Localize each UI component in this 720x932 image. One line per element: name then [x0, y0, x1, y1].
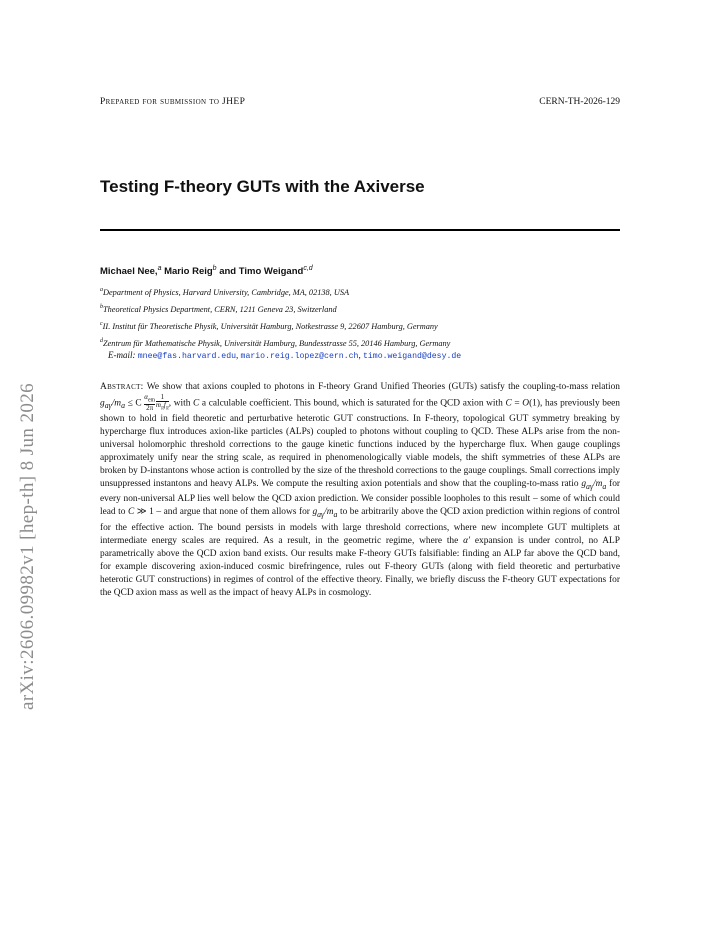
journal-note: Prepared for submission to JHEP [100, 97, 246, 107]
email-label: E-mail: [108, 350, 136, 360]
author-name: Michael Nee, [100, 266, 158, 278]
author-list [100, 265, 313, 277]
email-link[interactable]: timo.weigand@desy.de [362, 352, 462, 361]
author-name: Mario Reig [164, 266, 213, 278]
arxiv-stamp: arXiv:2606.09982v1 [hep-th] 8 Jun 2026 [17, 382, 38, 710]
report-number: CERN-TH-2026-129 [539, 97, 620, 107]
abstract: Abstract: We show that axions coupled to photons in F-theory Grand Unified Theories (GUTs) satisfy the coupling-to-mass relation $g_{a\gamma}/m_a \le C$ $\alpha_{em}$ 2π 1 $m_\pi f_\pi$ , with C a calculable coefficient. This bound, which is saturated for the QCD axion with C = O(1), has previously been shown to hold in field theoretic and perturbative heterotic GUT constructions. In F-theory, topological GUT symmetry breaking by hypercharge flux introduces axion-like particles (ALPs) coupled to photons without coupling to QCD. These ALPs arise from the non-universal holomorphic threshold corrections to the gauge kinetic functions induced by the hypercharge flux. When gauge couplings approximately unify near the string scale, as required in phenomenologically viable models, the shift symmetries of these ALPs are broken by D-instantons whose action is controlled by the size of the threshold corrections to the gauge couplings. Small corrections imply unsuppressed instantons and heavy ALPs. We compute the resulting axion potentials and show that the coupling-to-mass ratio $g_{a\gamma}/m_a$ for every non-universal ALP lies well below the QCD axion prediction. We consider possible loopholes to this result – some of which could lead to C ≫ 1 – and argue that none of them allows for $g_{a\gamma}/m_a$ to be arbitrarily above the QCD axion prediction within regions of control for the effective action. The bound persists in models with large threshold corrections, where new incomplete GUT multiplets at intermediate energy scales are required. As a result, in the geometric regime, where the α′ expansion is under control, no ALP parametrically above the QCD axion band exists. Our results make F-theory GUTs falsifiable: finding an ALP far above the QCD band, for example discovering axion-induced cosmic birefringence, rules out F-theory GUTs (along with field theoretic and perturbative heterotic GUT constructions) in regimes of control of the effective theory. Finally, we briefly discuss the F-theory GUT expectations for the QCD axion mass as well as the impact of heavy ALPs in cosmology. [100, 382, 621, 598]
math-fraction: $\alpha_{em}$ 2π [144, 392, 156, 413]
author-affil-mark: a [157, 265, 162, 272]
affiliation-item: $^d$Zentrum für Mathematische Physik, Universität Hamburg, Bundesstrasse 55, 20146 Hamburg, Germany [100, 337, 451, 348]
affiliation-item: $^a$Department of Physics, Harvard University, Cambridge, MA, 02138, USA [100, 287, 350, 297]
affiliation-list [100, 283, 630, 351]
affiliation-item: $^b$Theoretical Physics Department, CERN, 1211 Geneva 23, Switzerland [100, 303, 337, 314]
email-link[interactable]: mario.reig.lopez@cern.ch [240, 352, 359, 361]
author-affil-mark: b [212, 265, 217, 272]
math-fraction: 1 $m_\pi f_\pi$ [155, 392, 169, 412]
email-link[interactable]: mnee@fas.harvard.edu [137, 352, 237, 361]
paper-title: Testing F-theory GUTs with the Axiverse [100, 177, 425, 196]
email-line: E-mail: mnee@fas.harvard.edu, mario.reig.lopez@cern.ch, timo.weigand@desy.de [108, 350, 462, 361]
title-rule [100, 229, 620, 231]
author-name: and Timo Weigand [219, 266, 304, 278]
author-affil-mark: c,d [303, 265, 313, 272]
abstract-label: Abstract: [100, 382, 144, 392]
affiliation-item: $^c$II. Institut für Theoretische Physik, Universität Hamburg, Notkestrasse 9, 22607 Hamburg, Germany [100, 320, 438, 331]
